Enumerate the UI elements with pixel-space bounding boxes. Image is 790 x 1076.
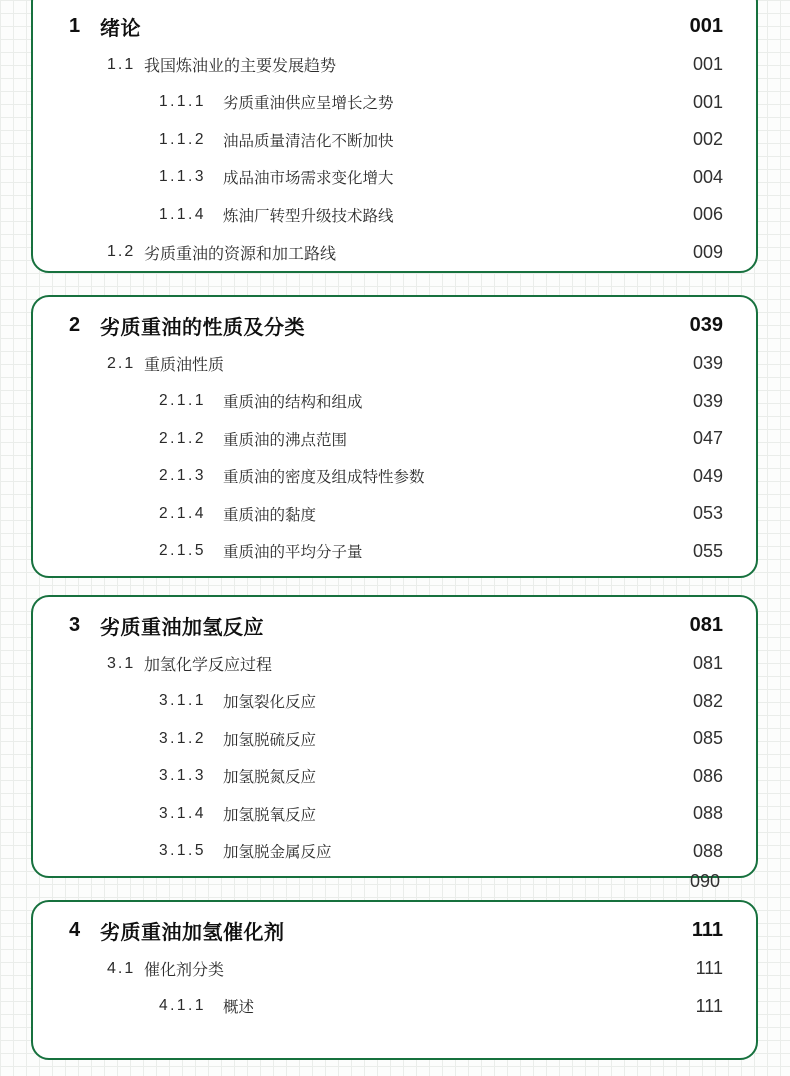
- section-page-number: 055: [692, 540, 723, 561]
- chapter-number: 2: [69, 313, 81, 336]
- section-number: 4.1.1: [159, 997, 206, 1015]
- section-page-number: 086: [692, 765, 723, 786]
- chapter-row: [69, 305, 723, 345]
- chapter-number: 4: [69, 918, 81, 941]
- chapter-page-number: 111: [691, 918, 723, 941]
- section-page-number: 111: [695, 995, 723, 1016]
- section-page-number: 009: [692, 241, 723, 262]
- chapter-row: [69, 6, 723, 46]
- section-page-number: 039: [692, 353, 723, 374]
- section-number: 3.1.3: [159, 767, 206, 785]
- section-page-number: 039: [692, 390, 723, 411]
- toc-row: [69, 458, 723, 496]
- toc-card-chapter-4: [31, 900, 758, 1060]
- section-title: 重质油的平均分子量: [223, 544, 363, 562]
- section-number: 3.1.2: [159, 729, 206, 747]
- chapter-title: 劣质重油加氢反应: [100, 616, 264, 639]
- toc-row: [69, 46, 723, 84]
- section-title: 加氢裂化反应: [223, 694, 317, 712]
- toc-row: [69, 988, 723, 1026]
- toc-row: [69, 495, 723, 533]
- section-title: 重质油的黏度: [223, 506, 317, 524]
- toc-row: [69, 795, 723, 833]
- chapter-page-number: 081: [689, 613, 723, 636]
- section-number: 1.1.3: [159, 168, 206, 186]
- section-page-number: 001: [692, 91, 723, 112]
- section-title: 炼油厂转型升级技术路线: [223, 207, 394, 225]
- section-number: 3.1.1: [159, 692, 206, 710]
- chapter-page-number: 039: [689, 313, 723, 336]
- section-title: 加氢化学反应过程: [144, 657, 273, 675]
- toc-row: [69, 645, 723, 683]
- toc-row: [69, 950, 723, 988]
- chapter-row: [69, 605, 723, 645]
- section-title: 成品油市场需求变化增大: [223, 170, 394, 188]
- chapter-page-number: 001: [689, 14, 723, 37]
- toc-card-chapter-1: [31, 0, 758, 273]
- section-title: 加氢脱金属反应: [223, 844, 332, 862]
- toc-row: [69, 159, 723, 197]
- clipped-page-number: 090: [689, 871, 720, 891]
- chapter-number: 3: [69, 613, 81, 636]
- section-page-number: 082: [692, 690, 723, 711]
- section-number: 1.1: [107, 55, 136, 73]
- toc-row: [69, 533, 723, 571]
- section-title: 油品质量清洁化不断加快: [223, 132, 394, 150]
- section-title: 重质油的密度及组成特性参数: [223, 469, 425, 487]
- section-page-number: 006: [692, 204, 723, 225]
- chapter-title: 绪论: [100, 17, 141, 40]
- toc-row: [69, 121, 723, 159]
- section-page-number: 111: [695, 958, 723, 979]
- section-page-number: 047: [692, 428, 723, 449]
- section-number: 2.1.2: [159, 429, 206, 447]
- section-title: 我国炼油业的主要发展趋势: [144, 58, 337, 76]
- section-number: 3.1: [107, 654, 136, 672]
- section-title: 劣质重油供应呈增长之势: [223, 95, 394, 113]
- section-number: 2.1.1: [159, 392, 206, 410]
- section-page-number: 088: [692, 840, 723, 861]
- section-page-number: 004: [692, 166, 723, 187]
- section-title: 劣质重油的资源和加工路线: [144, 245, 337, 263]
- section-title: 加氢脱氧反应: [223, 806, 317, 824]
- toc-row: [69, 84, 723, 122]
- section-number: 1.2: [107, 243, 136, 261]
- toc-row: [69, 383, 723, 421]
- section-page-number: 049: [692, 465, 723, 486]
- toc-row: [69, 420, 723, 458]
- section-number: 2.1: [107, 354, 136, 372]
- section-page-number: 081: [692, 653, 723, 674]
- section-number: 3.1.5: [159, 842, 206, 860]
- section-number: 2.1.4: [159, 504, 206, 522]
- section-number: 4.1: [107, 959, 136, 977]
- chapter-title: 劣质重油加氢催化剂: [100, 921, 285, 944]
- section-number: 1.1.2: [159, 130, 206, 148]
- section-title: 催化剂分类: [144, 962, 225, 980]
- section-title: 概述: [223, 999, 255, 1017]
- section-number: 2.1.3: [159, 467, 206, 485]
- section-page-number: 085: [692, 728, 723, 749]
- section-title: 重质油的结构和组成: [223, 394, 363, 412]
- toc-row: [69, 683, 723, 721]
- section-page-number: 088: [692, 803, 723, 824]
- toc-row: [69, 833, 723, 871]
- chapter-number: 1: [69, 14, 81, 37]
- section-title: 加氢脱氮反应: [223, 769, 317, 787]
- toc-row: [69, 758, 723, 796]
- section-page-number: 053: [692, 503, 723, 524]
- section-page-number: 002: [692, 129, 723, 150]
- section-page-number: 001: [692, 54, 723, 75]
- toc-card-chapter-2: [31, 295, 758, 578]
- section-number: 3.1.4: [159, 804, 206, 822]
- toc-row: [69, 345, 723, 383]
- chapter-title: 劣质重油的性质及分类: [100, 316, 305, 339]
- toc-card-chapter-3: [31, 595, 758, 891]
- chapter-row: [69, 910, 723, 950]
- section-number: 1.1.1: [159, 93, 206, 111]
- section-number: 2.1.5: [159, 542, 206, 560]
- section-number: 1.1.4: [159, 205, 206, 223]
- section-title: 加氢脱硫反应: [223, 731, 317, 749]
- toc-row: [69, 196, 723, 234]
- toc-row: [69, 720, 723, 758]
- section-title: 重质油的沸点范围: [223, 431, 348, 449]
- toc-row: [69, 234, 723, 272]
- section-title: 重质油性质: [144, 357, 225, 375]
